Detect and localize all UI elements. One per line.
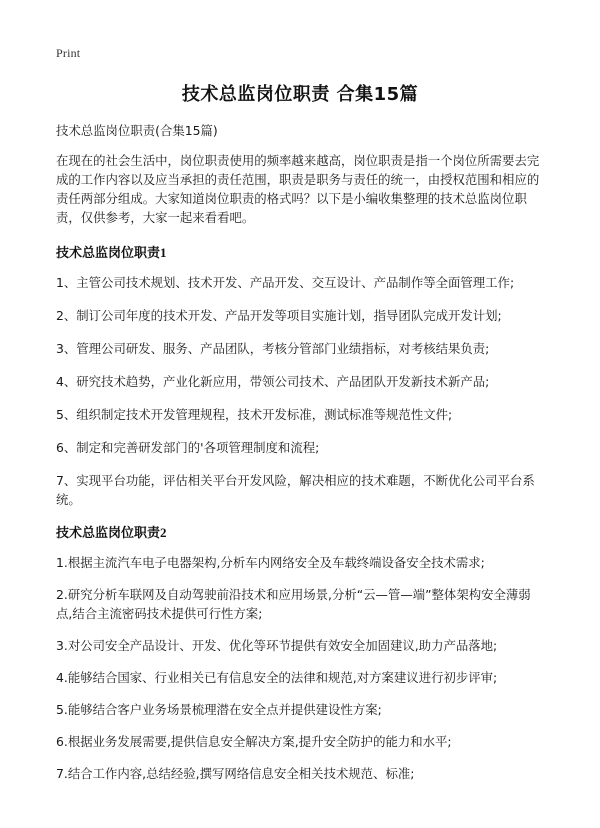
document-subtitle: 技术总监岗位职责(合集15篇) xyxy=(56,123,218,138)
intro-paragraph: 在现在的社会生活中，岗位职责使用的频率越来越高，岗位职责是指一个岗位所需要去完成的工作内容以及应当承担的责任范围，职责是职务与责任的统一，由授权范围和相应的责任两部分组成。大家知道岗位职责的格式吗？以下是小编收集整理的技术总监岗位职责，仅供参考，大家一起来看看吧。 xyxy=(56,153,540,225)
list-item: 3、管理公司研发、服务、产品团队，考核分管部门业绩指标，对考核结果负责; xyxy=(56,341,490,356)
list-item: 2.研究分析车联网及自动驾驶前沿技术和应用场景,分析“云—管—端”整体架构安全薄弱点,结合主流密码技术提供可行性方案; xyxy=(56,587,531,621)
list-item: 5、组织制定技术开发管理规程，技术开发标准，测试标准等规范性文件; xyxy=(56,407,453,422)
document-body xyxy=(56,121,546,796)
list-item: 3.对公司安全产品设计、开发、优化等环节提供有效安全加固建议,助力产品落地; xyxy=(56,638,498,653)
list-item: 6.根据业务发展需要,提供信息安全解决方案,提升安全防护的能力和水平; xyxy=(56,734,452,749)
list-item: 5.能够结合客户业务场景梳理潜在安全点并提供建设性方案; xyxy=(56,702,382,717)
list-item: 4.能够结合国家、行业相关已有信息安全的法律和规范,对方案建议进行初步评审; xyxy=(56,670,498,685)
list-item: 7、实现平台功能，评估相关平台开发风险，解决相应的技术难题，不断优化公司平台系统。 xyxy=(56,473,535,507)
section-1 xyxy=(56,243,546,509)
section-heading: 技术总监岗位职责2 xyxy=(56,525,167,540)
list-item: 7.结合工作内容,总结经验,撰写网络信息安全相关技术规范、标准; xyxy=(56,766,415,781)
list-item: 6、制定和完善研发部门的'各项管理制度和流程; xyxy=(56,440,320,455)
page-title: 技术总监岗位职责 合集15篇 xyxy=(181,84,419,105)
print-label: Print xyxy=(56,46,81,60)
list-item: 4、研究技术趋势，产业化新应用，带领公司技术、产品团队开发新技术新产品; xyxy=(56,374,490,389)
section-heading: 技术总监岗位职责1 xyxy=(56,245,167,260)
section-2 xyxy=(56,523,546,783)
list-item: 1.根据主流汽车电子电器架构,分析车内网络安全及车载终端设备安全技术需求; xyxy=(56,555,485,570)
list-item: 1、主管公司技术规划、技术开发、产品开发、交互设计、产品制作等全面管理工作; xyxy=(56,275,515,290)
list-item: 2、制订公司年度的技术开发、产品开发等项目实施计划，指导团队完成开发计划; xyxy=(56,308,502,323)
